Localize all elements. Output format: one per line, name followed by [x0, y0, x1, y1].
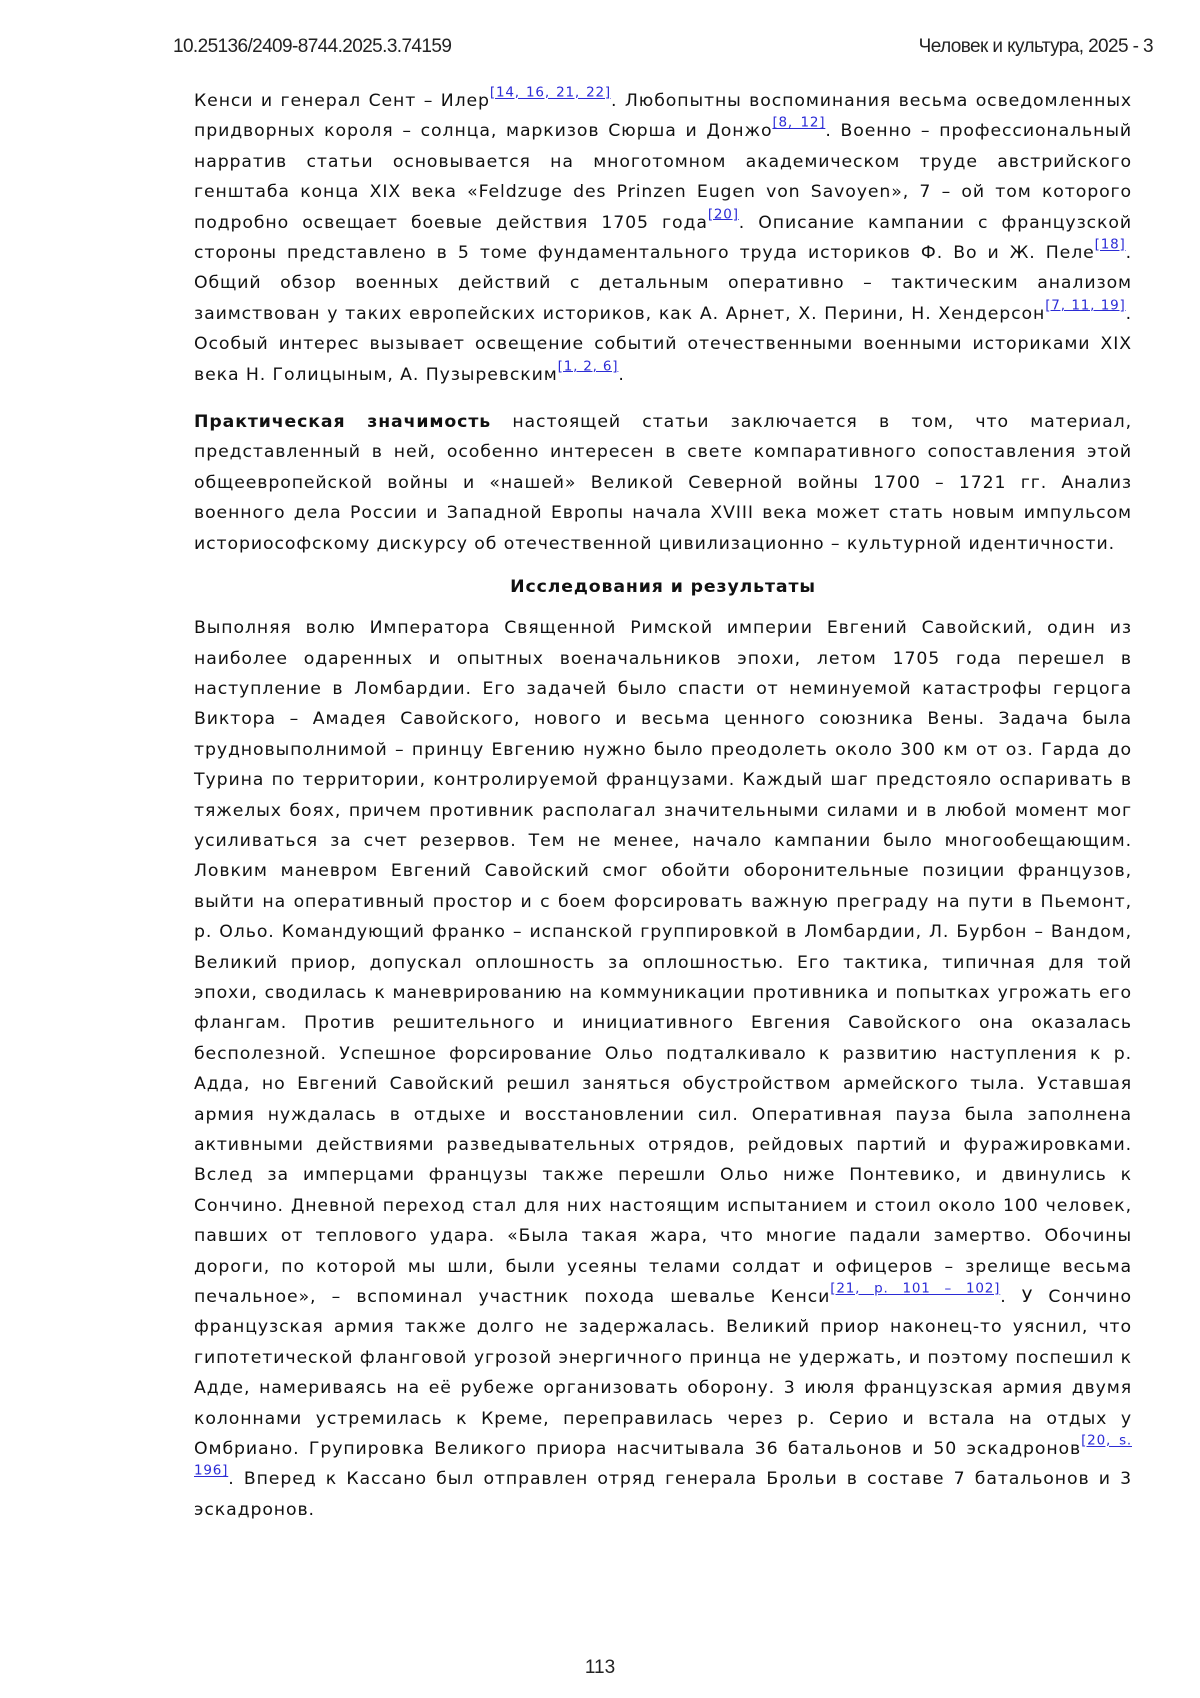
significance-paragraph [194, 407, 1132, 559]
citation-link[interactable]: [20, s. 196] [194, 1432, 1132, 1480]
text-span: Кенси и генерал Сент – Илер [194, 91, 490, 111]
text-span: . Военно – профессиональный нарратив статьи основывается на многотомном академическом труде австрийского генштаба конца XIX века «Feldzuge des Prinzen Eugen von Savoyen», 7 – ой том которого подробно освещает боевые действия 1705 года [194, 121, 1133, 233]
text-span: . Особый интерес вызывает освещение событий отечественными военными историками XIX века Н. Голицыным, А. Пузыревским [194, 303, 1132, 385]
significance-label: Практическая значимость [194, 412, 492, 433]
page-number: 113 [584, 1657, 616, 1678]
citation-link[interactable]: [14, 16, 21, 22] [489, 84, 611, 101]
sources-paragraph [194, 86, 1132, 390]
text-span: Выполняя волю Императора Священной Римской империи Евгений Савойский, один из наиболее одаренных и опытных военачальников эпохи, летом 1705 года перешел в наступление в Ломбардии. Его задачей было спасти от неминуемой катастрофы герцога Виктора – Амадея Савойского, нового и весьма ценного союзника Вены. Задача была трудновыполнимой – принцу Евгению нужно было преодолеть около 300 км от оз. Гарда до Турина по территории, контролируемой французами. Каждый шаг предстояло оспаривать в тяжелых боях, причем противник располагал значительными силами и в любой момент мог усиливаться за счет резервов. Тем не менее, начало кампании было многообещающим. Ловким маневром Евгений Савойский смог обойти оборонительные позиции французов, выйти на оперативный простор и с боем форсировать важную преграду на пути в Пьемонт, р. Ольо. Командующий франко – испанской группировкой в Ломбардии, Л. Бурбон – Вандом, Великий приор, допускал оплошность за оплошностью. Его тактика, типичная для той эпохи, сводилась к маневрированию на коммуникации противника и попытках угрожать его флангам. Против решительного и инициативного Евгения Савойского она оказалась бесполезной. Успешное форсирование Ольо подталкивало к развитию наступления к р. Адда, но Евгений Савойский решил заняться обустройством армейского тыла. Уставшая армия нуждалась в отдыхе и восстановлении сил. Оперативная пауза была заполнена активными действиями разведывательных отрядов, рейдовых партий и фуражировками. Вслед за имперцами французы также перешли Ольо ниже Понтевико, и двинулись к Сончино. Дневной переход стал для них настоящим испытанием и стоил около 100 человек, павших от теплового удара. «Была такая жара, что многие падали замертво. Обочины дороги, по которой мы шли, были усеяны телами солдат и офицеров – зрелище весьма печальное», – вспоминал участник похода шевалье Кенси [194, 618, 1132, 1308]
citation-link[interactable]: [1, 2, 6] [557, 358, 619, 375]
text-span: настоящей статьи заключается в том, что материал, представленный в ней, особенно интересен в свете компаративного сопоставления этой общеевропейской войны и «нашей» Великой Северной войны 1700 – 1721 гг. Анализ военного дела России и Западной Европы начала XVIII века может стать новым импульсом историософскому дискурсу об отечественной цивилизационно – культурной идентичности. [194, 412, 1132, 554]
section-heading: Исследования и результаты [510, 577, 816, 598]
text-span: . У Сончино французская армия также долго не задержалась. Великий приор наконец-то уяснил, что гипотетической фланговой угрозой энергичного принца не удержать, и поэтому поспешил к Адде, намериваясь на её рубеже организовать оборону. 3 июля французская армия двумя колоннами устремилась к Креме, переправилась через р. Серио и встала на отдых у Омбриано. Групировка Великого приора насчитывала 36 батальонов и 50 эскадронов [194, 1287, 1132, 1460]
text-span: . Любопытны воспоминания весьма осведомленных придворных короля – солнца, маркизов Сюрша и Донжо [194, 91, 1132, 142]
citation-link[interactable]: [18] [1094, 236, 1126, 253]
text-span: . [618, 364, 625, 385]
citation-link[interactable]: [8, 12] [772, 114, 826, 131]
citation-link[interactable]: [20] [707, 206, 739, 223]
text-span: . Описание кампании с французской стороны представлено в 5 томе фундаментального труда историков Ф. Во и Ж. Пеле [194, 212, 1132, 264]
journal-header: Человек и культура, 2025 - 3 [918, 36, 1153, 57]
article-body [194, 86, 1132, 1525]
doi-header: 10.25136/2409-8744.2025.3.74159 [173, 36, 452, 57]
citation-link[interactable]: [21, p. 101 – 102] [830, 1280, 1001, 1297]
citation-link[interactable]: [7, 11, 19] [1045, 297, 1126, 314]
results-paragraph [194, 613, 1132, 1525]
text-span: . Вперед к Кассано был отправлен отряд генерала Брольи в составе 7 батальонов и 3 эскадронов. [194, 1469, 1132, 1520]
text-span: . Общий обзор военных действий с детальным оперативно – тактическим анализом заимствован у таких европейских историков, как А. Арнет, Х. Перини, Н. Хендерсон [194, 243, 1132, 324]
